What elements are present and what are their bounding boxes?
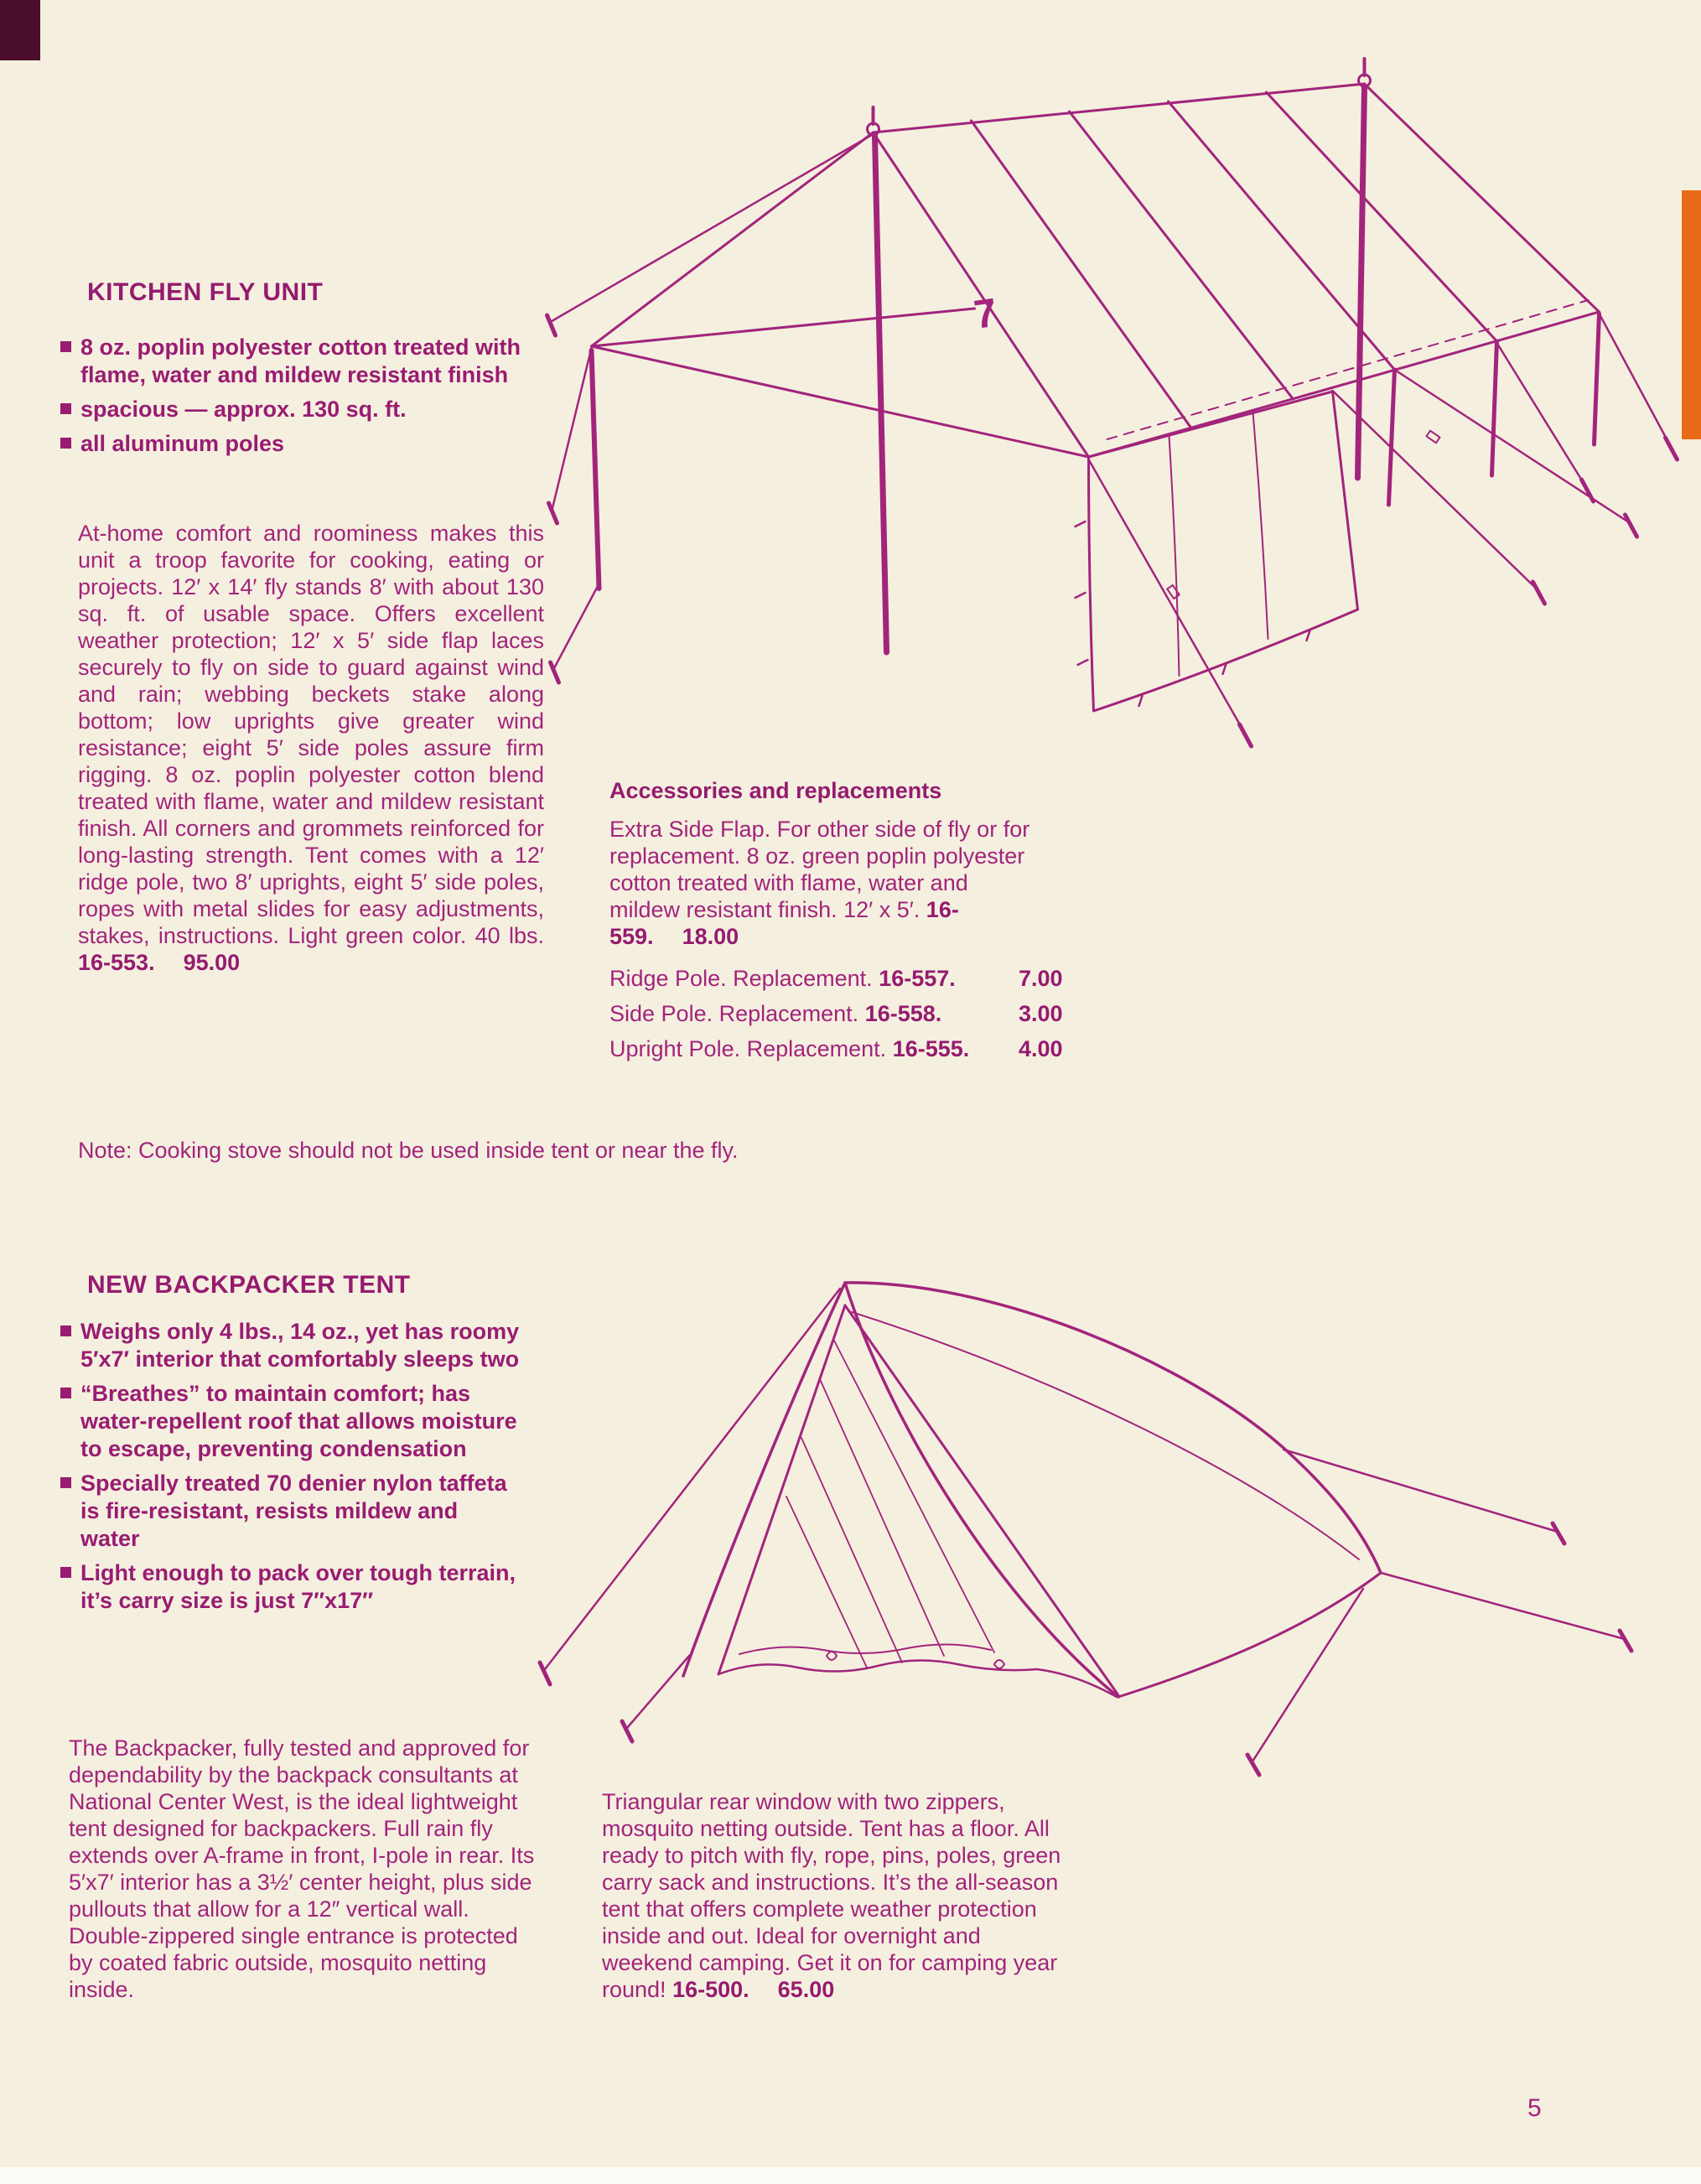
kitchen-fly-title: KITCHEN FLY UNIT [87, 278, 324, 306]
bullet-item [60, 1318, 520, 1373]
guy-ropes [551, 134, 1671, 733]
tent-poles [592, 87, 1600, 652]
kitchen-fly-sku: 16-553. [78, 950, 155, 975]
replacement-price: 4.00 [1019, 1036, 1063, 1061]
roof-mark-label: 7 [971, 290, 1000, 338]
square-bullet-icon [60, 438, 71, 449]
backpacker-description-left: The Backpacker, fully tested and approved for dependability by the backpack consultants at National Center West, is the ideal lightweight tent designed for backpackers. Full rain fly extends over A-frame in front, I-pole in rear. Its 5′x7′ interior has a 3½′ center height, plus side pullouts that allow for a 12″ vertical wall. Double-zippered single entrance is protected by coated fabric outside, mosquito netting inside. [69, 1735, 535, 2002]
bullet-item [60, 1470, 520, 1553]
square-bullet-icon [60, 1477, 71, 1488]
bullet-item [60, 430, 526, 458]
bullet-item [60, 334, 526, 389]
square-bullet-icon [60, 1325, 71, 1336]
extra-side-flap-item [609, 816, 1035, 950]
bullet-text: spacious — approx. 130 sq. ft. [80, 397, 407, 422]
backpacker-description-right [602, 1788, 1068, 2003]
page-number: 5 [1527, 2094, 1542, 2122]
replacement-sku: 16-558. [864, 1001, 942, 1026]
extra-side-flap-price: 18.00 [682, 924, 739, 949]
replacement-label: Side Pole. Replacement. [609, 1001, 859, 1026]
page-bottom-edge [0, 2167, 1701, 2184]
replacement-sku: 16-555. [892, 1036, 970, 1061]
backpacker-title: NEW BACKPACKER TENT [87, 1271, 411, 1299]
backpacker-tent-illustration [525, 1262, 1650, 1787]
replacement-item [609, 1000, 1066, 1027]
backpacker-price: 65.00 [777, 1977, 835, 2002]
replacement-price: 7.00 [1019, 966, 1063, 991]
kitchen-fly-description [78, 520, 544, 976]
extra-side-flap-sku: 16-559. [609, 897, 959, 949]
guy-ropes [545, 1289, 1625, 1761]
cooking-stove-note: Note: Cooking stove should not be used inside tent or near the fly. [78, 1138, 739, 1163]
square-bullet-icon [60, 403, 71, 414]
square-bullet-icon [60, 341, 71, 352]
bullet-item [60, 1559, 520, 1615]
side-flap [1076, 392, 1358, 711]
accessories-section [609, 778, 1066, 1071]
bullet-item [60, 396, 526, 423]
backpacker-bullets [60, 1318, 520, 1621]
replacement-sku: 16-557. [879, 966, 956, 991]
backpacker-sku: 16-500. [672, 1977, 749, 2002]
bullet-text: 8 oz. poplin polyester cotton treated with flame, water and mildew resistant finish [80, 335, 521, 387]
accessories-title: Accessories and replacements [609, 778, 942, 803]
bullet-text: Light enough to pack over tough terrain, it’s carry size is just 7″x17″ [80, 1560, 516, 1613]
tent-opening [718, 1305, 1118, 1697]
adjacent-page-edge [1682, 190, 1701, 439]
rain-fly [683, 1283, 1381, 1697]
bullet-text: Specially treated 70 denier nylon taffeta is fire-resistant, resists mildew and water [80, 1471, 507, 1551]
kitchen-fly-price: 95.00 [183, 950, 241, 975]
kitchen-fly-bullets [60, 334, 526, 464]
square-bullet-icon [60, 1567, 71, 1578]
bullet-text: Weighs only 4 lbs., 14 oz., yet has roomy 5′x7′ interior that comfortably sleeps two [80, 1319, 520, 1372]
kitchen-fly-description-text: At-home comfort and roominess makes this unit a troop favorite for cooking, eating or projects. 12′ x 14′ fly stands 8′ with about 130 sq. ft. of usable space. Offers excellent weather protection; 12′ x 5′ side flap laces securely to fly on side to guard against wind and rain; webbing beckets stake along bottom; low uprights give greater wind resistance; eight 5′ side poles assure firm rigging. 8 oz. poplin polyester cotton blend treated with flame, water and mildew resistant finish. All corners and grommets reinforced for long-lasting strength. Tent comes with a 12′ ridge pole, two 8′ uprights, eight 5′ side poles, ropes with metal slides for easy adjustments, stakes, instructions. Light green color. 40 lbs. [78, 521, 544, 948]
square-bullet-icon [60, 1388, 71, 1398]
replacement-item [609, 965, 1066, 992]
backpacker-description-text: Triangular rear window with two zippers, mosquito netting outside. Tent has a floor. All ready to pitch with fly, rope, pins, poles, green carry sack and instructions. It’s the all-season tent that offers complete weather protection inside and out. Ideal for overnight and weekend camping. Get it on for camping year round! [602, 1789, 1061, 2002]
bullet-text: “Breathes” to maintain comfort; has water-repellent roof that allows moisture to escape, preventing condensation [80, 1381, 517, 1461]
replacement-price: 3.00 [1019, 1001, 1063, 1026]
extra-side-flap-text: Extra Side Flap. For other side of fly or for replacement. 8 oz. green poplin polyester cotton treated with flame, water and mildew resistant finish. 12′ x 5′. [609, 817, 1030, 922]
scan-corner-mark [0, 0, 40, 60]
kitchen-fly-illustration [537, 52, 1681, 773]
bullet-text: all aluminum poles [80, 431, 285, 456]
replacement-label: Upright Pole. Replacement. [609, 1036, 887, 1061]
stakes [547, 315, 1678, 746]
replacement-label: Ridge Pole. Replacement. [609, 966, 873, 991]
bullet-item [60, 1380, 520, 1463]
roof-frame [592, 59, 1600, 457]
replacement-item [609, 1035, 1066, 1062]
